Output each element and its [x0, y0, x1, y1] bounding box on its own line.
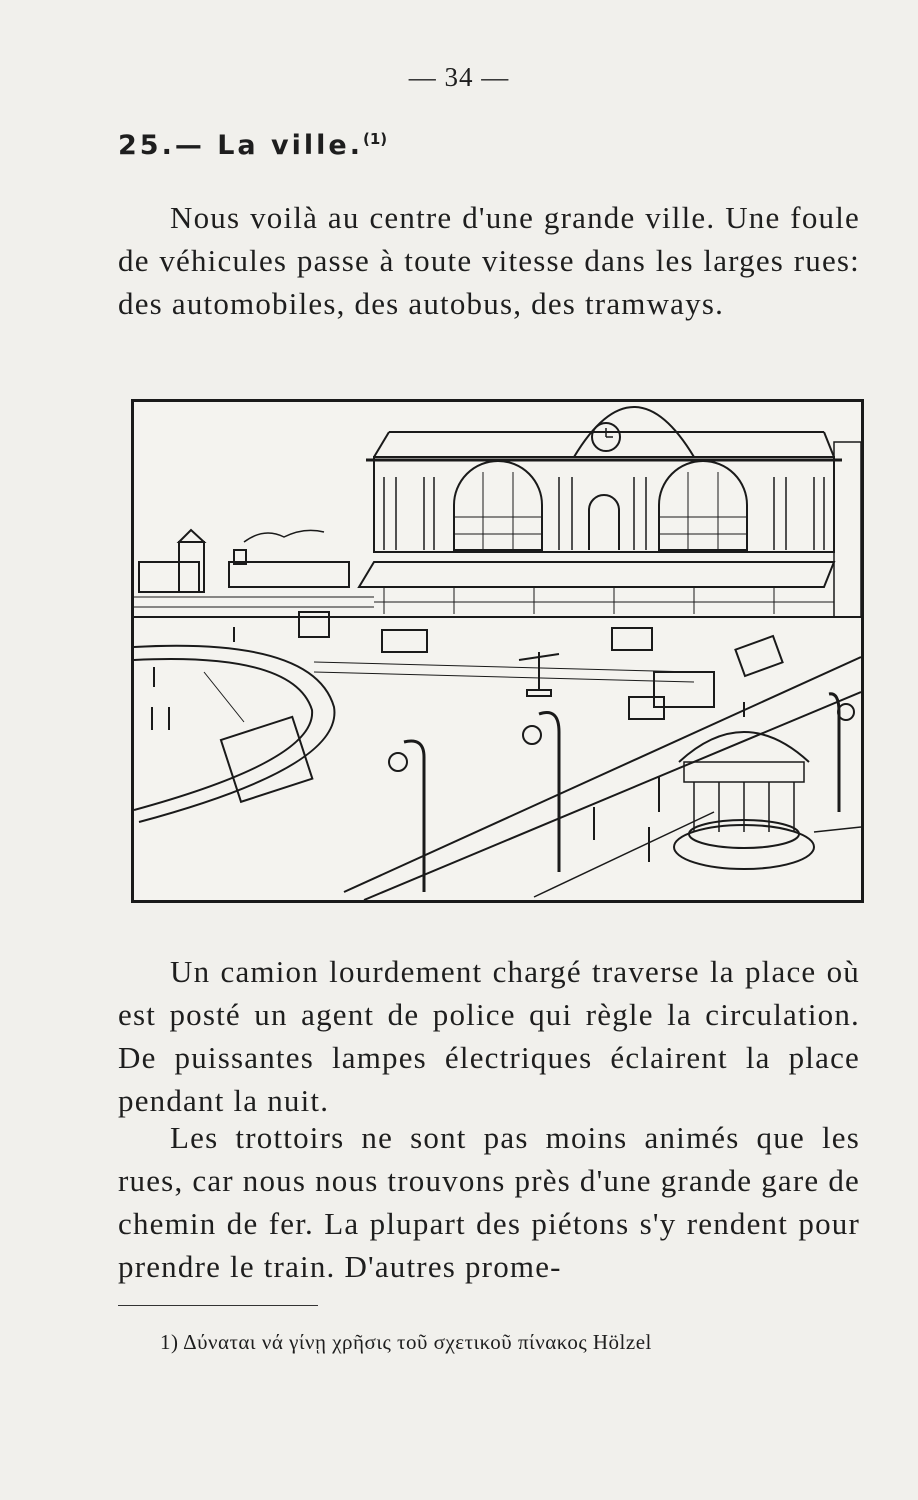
footnote-marker: (1) [363, 130, 388, 148]
city-illustration [131, 399, 864, 903]
footnote: 1) Δύναται νά γίνῃ χρῆσις τοῦ σχετικοῦ πίνακος Hölzel [160, 1330, 652, 1354]
paragraph-1: Nous voilà au centre d'une grande ville. Une foule de véhicules passe à toute vitesse dans les larges rues: des automobiles, des autobus, des tramways. [118, 200, 860, 321]
page-number: — 34 — [408, 62, 510, 92]
section-heading [118, 130, 387, 161]
footnote-rule [118, 1305, 318, 1306]
section-title: 25.— La ville. [118, 130, 363, 161]
paragraph-3: Les trottoirs ne sont pas moins animés que les rues, car nous nous trouvons près d'une grande gare de chemin de fer. La plupart des piétons s'y rendent pour prendre le train. D'autres prome- [118, 1120, 860, 1284]
paragraph-2: Un camion lourdement chargé traverse la place où est posté un agent de police qui règle la circulation. De puissantes lampes électriques éclairent la place pendant la nuit. [118, 954, 860, 1118]
